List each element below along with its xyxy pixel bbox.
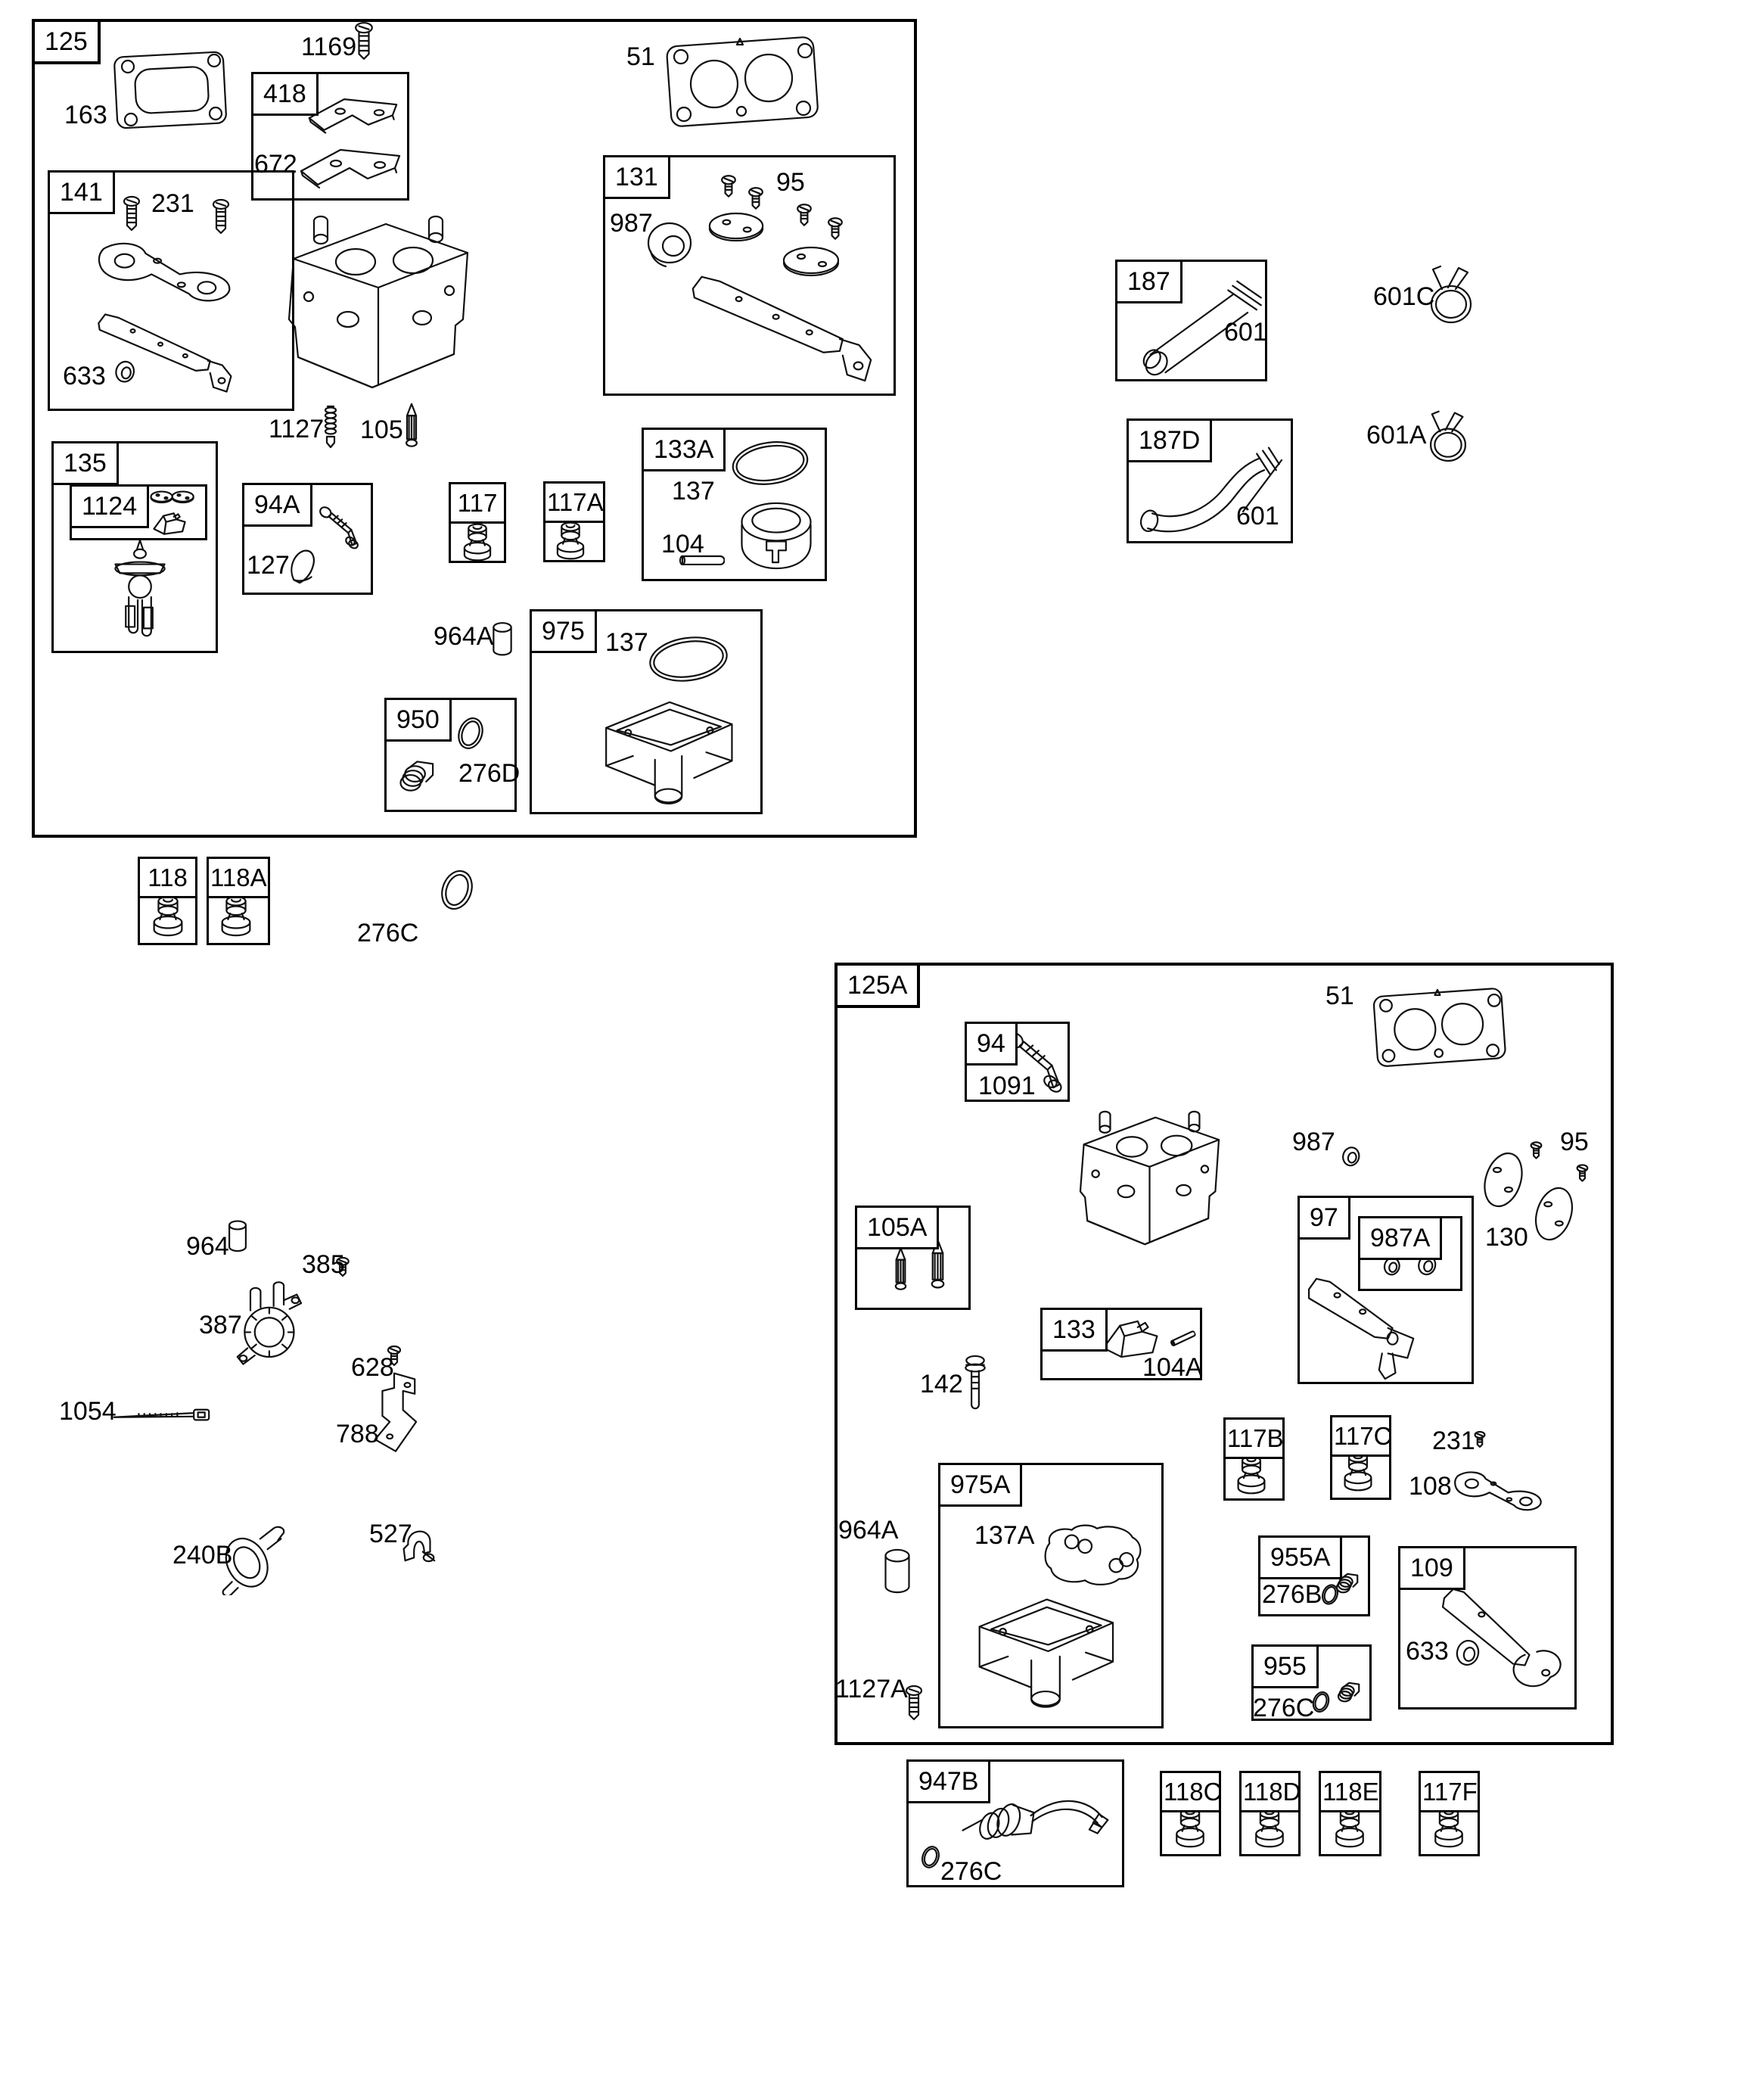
box-117A: [543, 481, 605, 562]
callout-51: 51: [626, 42, 655, 71]
box-118E-label: 118E: [1321, 1773, 1379, 1812]
box-117C-label: 117C: [1332, 1417, 1389, 1457]
box-118A: [207, 857, 270, 945]
callout-987: 987: [610, 209, 653, 238]
callout-601A: 601A: [1366, 421, 1427, 450]
callout-105: 105: [360, 415, 403, 444]
box-987A-label: 987A: [1358, 1216, 1442, 1260]
box-109-label: 109: [1398, 1546, 1465, 1590]
callout-104A: 104A: [1142, 1353, 1203, 1382]
callout-142: 142: [920, 1370, 963, 1398]
box-131-label: 131: [603, 155, 670, 199]
box-133A-label: 133A: [642, 428, 726, 471]
callout-276C-c: 276C: [940, 1857, 1002, 1886]
box-1124-label: 1124: [70, 484, 149, 528]
box-94A-label: 94A: [242, 483, 312, 527]
callout-628: 628: [351, 1353, 394, 1382]
callout-137A: 137A: [974, 1521, 1035, 1550]
box-418-label: 418: [251, 72, 319, 116]
callout-104: 104: [661, 530, 704, 558]
box-118A-label: 118A: [209, 859, 268, 898]
bracket-icon: [375, 1374, 416, 1451]
box-117B: [1223, 1417, 1285, 1501]
box-118D: [1239, 1771, 1301, 1856]
callout-672: 672: [254, 150, 297, 179]
filter-pin-icon: [229, 1221, 246, 1252]
callout-130: 130: [1485, 1223, 1528, 1252]
box-975A-label: 975A: [938, 1463, 1022, 1507]
callout-633-b: 633: [1406, 1637, 1449, 1666]
box-117F-label: 117F: [1421, 1773, 1478, 1812]
box-955-label: 955: [1251, 1644, 1319, 1688]
box-118E: [1319, 1771, 1381, 1856]
callout-276B: 276B: [1262, 1580, 1322, 1609]
box-133-label: 133: [1040, 1308, 1108, 1352]
box-118-label: 118: [140, 859, 195, 898]
box-117: [449, 482, 506, 563]
callout-240B: 240B: [172, 1541, 233, 1570]
callout-231-b: 231: [1432, 1426, 1475, 1455]
oring-icon: [437, 866, 477, 913]
box-118D-label: 118D: [1242, 1773, 1298, 1812]
callout-276C: 276C: [357, 919, 419, 947]
callout-137: 137: [672, 477, 715, 506]
box-117A-label: 117A: [545, 484, 603, 523]
callout-601-curved: 601: [1236, 502, 1279, 530]
callout-163: 163: [64, 101, 107, 129]
callout-108: 108: [1409, 1472, 1452, 1501]
callout-1091: 1091: [978, 1072, 1036, 1100]
callout-987-b: 987: [1292, 1128, 1335, 1156]
box-117F: [1419, 1771, 1480, 1856]
callout-788: 788: [336, 1420, 379, 1448]
box-118C-label: 118C: [1162, 1773, 1219, 1812]
callout-601: 601: [1224, 318, 1267, 347]
callout-633: 633: [63, 362, 106, 390]
callout-1127: 1127: [269, 415, 325, 443]
box-947B-label: 947B: [906, 1759, 990, 1803]
box-950-label: 950: [384, 698, 452, 742]
box-135-label: 135: [51, 441, 119, 485]
callout-276D: 276D: [458, 759, 521, 788]
box-117B-label: 117B: [1226, 1420, 1282, 1459]
box-141-label: 141: [48, 170, 115, 214]
callout-127: 127: [247, 551, 290, 580]
callout-601C: 601C: [1373, 282, 1435, 311]
box-117-label: 117: [451, 484, 504, 524]
callout-527: 527: [369, 1520, 412, 1548]
callout-231: 231: [151, 189, 194, 218]
callout-95: 95: [776, 168, 805, 197]
box-94-label: 94: [965, 1022, 1018, 1066]
callout-964A-b: 964A: [838, 1516, 899, 1545]
callout-276C-b: 276C: [1253, 1694, 1315, 1722]
hose-clamp-icon: [1431, 412, 1465, 461]
callout-51-b: 51: [1325, 982, 1354, 1010]
box-975-label: 975: [530, 609, 597, 653]
box-187-label: 187: [1115, 260, 1183, 303]
callout-1169: 1169: [301, 33, 357, 61]
callout-385: 385: [302, 1250, 345, 1279]
callout-1127A: 1127A: [835, 1675, 908, 1703]
box-117C: [1330, 1415, 1391, 1500]
box-955A-label: 955A: [1258, 1535, 1342, 1579]
callout-95-b: 95: [1560, 1128, 1589, 1156]
box-118C: [1160, 1771, 1221, 1856]
callout-964A: 964A: [434, 622, 494, 651]
box-125-label: 125: [32, 19, 101, 64]
callout-1054: 1054: [59, 1397, 117, 1426]
box-97-label: 97: [1297, 1196, 1350, 1240]
callout-387: 387: [199, 1311, 242, 1339]
hose-clamp-icon: [1431, 266, 1471, 322]
box-105A-label: 105A: [855, 1206, 939, 1249]
callout-964: 964: [186, 1232, 229, 1261]
box-118: [138, 857, 197, 945]
box-187D-label: 187D: [1127, 418, 1212, 462]
box-125A-label: 125A: [834, 963, 920, 1008]
fuel-pump-icon: [238, 1282, 301, 1364]
cable-tie-icon: [114, 1410, 209, 1420]
callout-137-bowl: 137: [605, 628, 648, 657]
